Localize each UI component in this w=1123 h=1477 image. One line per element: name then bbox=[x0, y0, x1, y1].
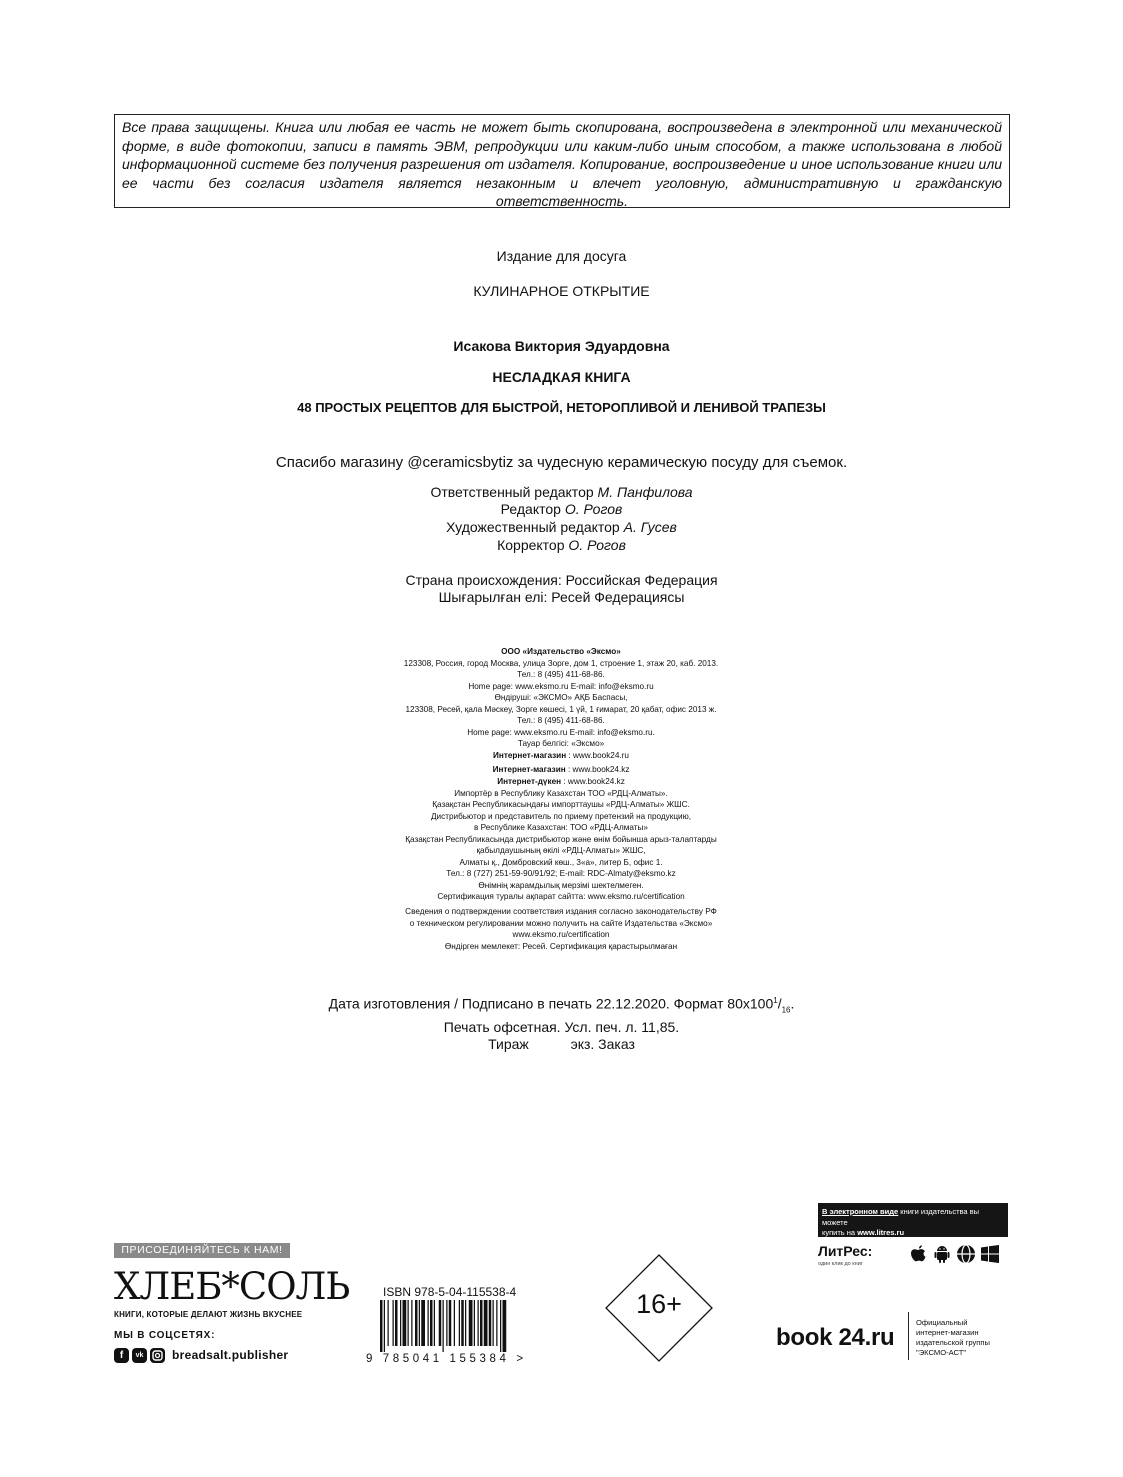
imprint-line: Тауар белгісі: «Эксмо» bbox=[517, 739, 605, 749]
credit-line bbox=[0, 537, 1123, 553]
production-block bbox=[0, 992, 1123, 1054]
social-handle: breadsalt.publisher bbox=[172, 1348, 289, 1362]
social-row bbox=[114, 1347, 288, 1363]
shop-label: Интернет-магазин bbox=[493, 750, 567, 760]
rights-notice-box bbox=[114, 114, 1010, 208]
imprint-line: Дистрибьютор и представитель по приему претензий на продукцию, bbox=[431, 811, 691, 821]
litres-banner-bold: В электронном виде bbox=[822, 1207, 899, 1216]
platform-icons bbox=[908, 1244, 1000, 1264]
credit-name: О. Рогов bbox=[564, 501, 623, 517]
apple-icon bbox=[908, 1244, 928, 1264]
breadsalt-logo-text: ХЛЕБ*СОЛЬ bbox=[114, 1265, 350, 1308]
shop-url: : www.book24.kz bbox=[561, 777, 625, 787]
imprint-line: қабылдаушының өкілі «РДЦ-Алматы» ЖШС, bbox=[476, 846, 646, 856]
imprint-line: 123308, Ресей, қала Мәскеу, Зорге көшесі, 1 үй, 1 ғимарат, 20 қабат, офис 2013 ж. bbox=[405, 704, 717, 714]
imprint-line: в Республике Казахстан: ТОО «РДЦ-Алматы» bbox=[474, 823, 648, 833]
android-icon bbox=[932, 1244, 952, 1264]
author-name: Исакова Виктория Эдуардовна bbox=[453, 338, 670, 354]
production-line-end: . bbox=[790, 995, 795, 1012]
litres-logo: ЛитРес: bbox=[818, 1243, 873, 1259]
series-name: КУЛИНАРНОЕ ОТКРЫТИЕ bbox=[473, 283, 650, 299]
imprint-line: Тел.: 8 (495) 411-68-86. bbox=[517, 716, 605, 726]
social-label: МЫ В СОЦСЕТЯХ: bbox=[114, 1330, 216, 1341]
shop-kz2-line bbox=[300, 776, 822, 788]
isbn-barcode bbox=[380, 1300, 538, 1352]
imprint-line: Қазақстан Республикасындағы импорттаушы «РДЦ-Алматы» ЖШС. bbox=[432, 800, 690, 810]
imprint-line: Сведения о подтверждении соответствия издания согласно законодательству РФ bbox=[405, 907, 717, 917]
credit-role: Художественный редактор bbox=[446, 519, 620, 535]
credit-role: Ответственный редактор bbox=[430, 484, 594, 500]
origin-ru: Страна происхождения: Российская Федерация bbox=[405, 572, 718, 588]
book24-desc-line: Официальный bbox=[916, 1318, 968, 1327]
shop-url: : www.book24.ru bbox=[566, 750, 629, 760]
imprint-line: Алматы қ., Домбровский көш., 3«а», литер Б, офис 1. bbox=[459, 857, 663, 867]
imprint-line: www.eksmo.ru/certification bbox=[512, 930, 610, 940]
web-globe-icon bbox=[956, 1244, 976, 1264]
book-title: НЕСЛАДКАЯ КНИГА bbox=[492, 369, 631, 385]
credit-role: Корректор bbox=[497, 537, 565, 553]
shop-url: : www.book24.kz bbox=[565, 765, 630, 775]
litres-banner-text2: купить на bbox=[822, 1228, 858, 1237]
instagram-icon[interactable] bbox=[150, 1348, 165, 1363]
shop-ru-line bbox=[300, 750, 822, 762]
book24-description bbox=[916, 1318, 990, 1358]
imprint-line: Тел.: 8 (495) 411-68-86. bbox=[517, 670, 605, 680]
litres-banner bbox=[818, 1203, 1008, 1237]
litres-slogan: один клик до книг bbox=[818, 1261, 863, 1267]
print-run-label: Тираж bbox=[488, 1036, 529, 1053]
book-subtitle: 48 ПРОСТЫХ РЕЦЕПТОВ ДЛЯ БЫСТРОЙ, НЕТОРОПЛИВОЙ И ЛЕНИВОЙ ТРАПЕЗЫ bbox=[297, 400, 826, 415]
edition-type: Издание для досуга bbox=[496, 248, 627, 264]
shop-label: Интернет-дүкен bbox=[497, 777, 562, 787]
production-line-3 bbox=[0, 1036, 1123, 1054]
production-line-2: Печать офсетная. Усл. печ. л. 11,85. bbox=[443, 1018, 680, 1035]
facebook-icon[interactable]: f bbox=[114, 1348, 129, 1363]
format-fraction-num: 1 bbox=[773, 996, 778, 1005]
shop-label: Интернет-магазин bbox=[492, 765, 566, 775]
barcode-digits: 9 785041 155384 > bbox=[366, 1353, 527, 1365]
imprint-block bbox=[300, 646, 822, 952]
credit-line bbox=[0, 484, 1123, 500]
book24-desc-line: "ЭКСМО-АСТ" bbox=[916, 1348, 967, 1357]
shop-kz-line bbox=[300, 764, 822, 776]
breadsalt-logo bbox=[114, 1265, 350, 1308]
credit-role: Редактор bbox=[500, 501, 561, 517]
credit-name: О. Рогов bbox=[568, 537, 626, 553]
imprint-line: Home page: www.eksmo.ru E-mail: info@eksmo.ru bbox=[468, 681, 654, 691]
isbn-text: ISBN 978-5-04-115538-4 bbox=[383, 1285, 517, 1299]
imprint-line: Импортёр в Республику Казахстан ТОО «РДЦ-Алматы». bbox=[454, 788, 668, 798]
imprint-line: о техническом регулировании можно получить на сайте Издательства «Эксмо» bbox=[409, 918, 713, 928]
join-us-badge: ПРИСОЕДИНЯЙТЕСЬ К НАМ! bbox=[114, 1243, 290, 1258]
imprint-line: Өндіруші: «ЭКСМО» АҚБ Баспасы, bbox=[494, 693, 628, 703]
rights-notice-text: Все права защищены. Книга или любая ее часть не может быть скопирована, воспроизведена в электронной или механической форме, в виде фотокопии, записи в память ЭВМ, репродукции или каким-либо иным способом, а также использована в любой информационной системе без получения разрешения от издателя. Копирование, воспроизведение и иное использование книги или ее части без согласия издателя является незаконным и влечет уголовную, административную и гражданскую ответственность. bbox=[122, 119, 1002, 210]
windows-icon bbox=[980, 1244, 1000, 1264]
production-date-format: Дата изготовления / Подписано в печать 22.12.2020. Формат 80x100 bbox=[328, 995, 774, 1012]
litres-url[interactable]: www.litres.ru bbox=[857, 1228, 905, 1237]
credit-line bbox=[0, 501, 1123, 517]
age-rating: 16+ bbox=[636, 1289, 682, 1319]
book24-divider bbox=[908, 1312, 909, 1360]
imprint-line: Өндірген мемлекет: Ресей. Сертификация қарастырылмаған bbox=[444, 941, 678, 951]
copies-order-label: экз. Заказ bbox=[570, 1036, 635, 1053]
thanks-note: Спасибо магазину @ceramicsbytiz за чудесную керамическую посуду для съемок. bbox=[275, 454, 848, 471]
imprint-line: Қазақстан Республикасында дистрибьютор және өнім бойынша арыз-талаптарды bbox=[405, 834, 717, 844]
imprint-line: Сертификация туралы ақпарат сайтта: www.eksmo.ru/certification bbox=[437, 892, 685, 902]
book24-logo: book 24.ru bbox=[776, 1324, 895, 1351]
origin-kz: Шығарылған елі: Ресей Федерациясы bbox=[438, 589, 685, 605]
brand-tagline: КНИГИ, КОТОРЫЕ ДЕЛАЮТ ЖИЗНЬ ВКУСНЕЕ bbox=[114, 1310, 303, 1319]
imprint-line: Home page: www.eksmo.ru E-mail: info@eksmo.ru. bbox=[467, 727, 655, 737]
credit-name: М. Панфилова bbox=[597, 484, 693, 500]
format-fraction-den: 16 bbox=[781, 1005, 791, 1015]
litres-banner-text: книги издательства вы можете bbox=[822, 1207, 980, 1227]
publisher-name: ООО «Издательство «Эксмо» bbox=[501, 647, 621, 656]
credit-line bbox=[0, 519, 1123, 535]
imprint-line: 123308, Россия, город Москва, улица Зорге, дом 1, строение 1, этаж 20, каб. 2013. bbox=[403, 658, 719, 668]
imprint-line: Өнімнің жарамдылық мерзімі шектелмеген. bbox=[478, 880, 644, 890]
vk-icon[interactable]: vk bbox=[132, 1348, 147, 1363]
production-line-1: Дата изготовления / Подписано в печать 22.12.2020. Формат $80x100^1/_{16}$. bbox=[328, 995, 795, 1015]
imprint-line: Тел.: 8 (727) 251-59-90/91/92; E-mail: RDC-Almaty@eksmo.kz bbox=[446, 869, 676, 879]
book24-desc-line: издательской группы bbox=[916, 1338, 990, 1347]
credit-name: А. Гусев bbox=[623, 519, 677, 535]
book24-desc-line: интернет-магазин bbox=[916, 1328, 979, 1337]
